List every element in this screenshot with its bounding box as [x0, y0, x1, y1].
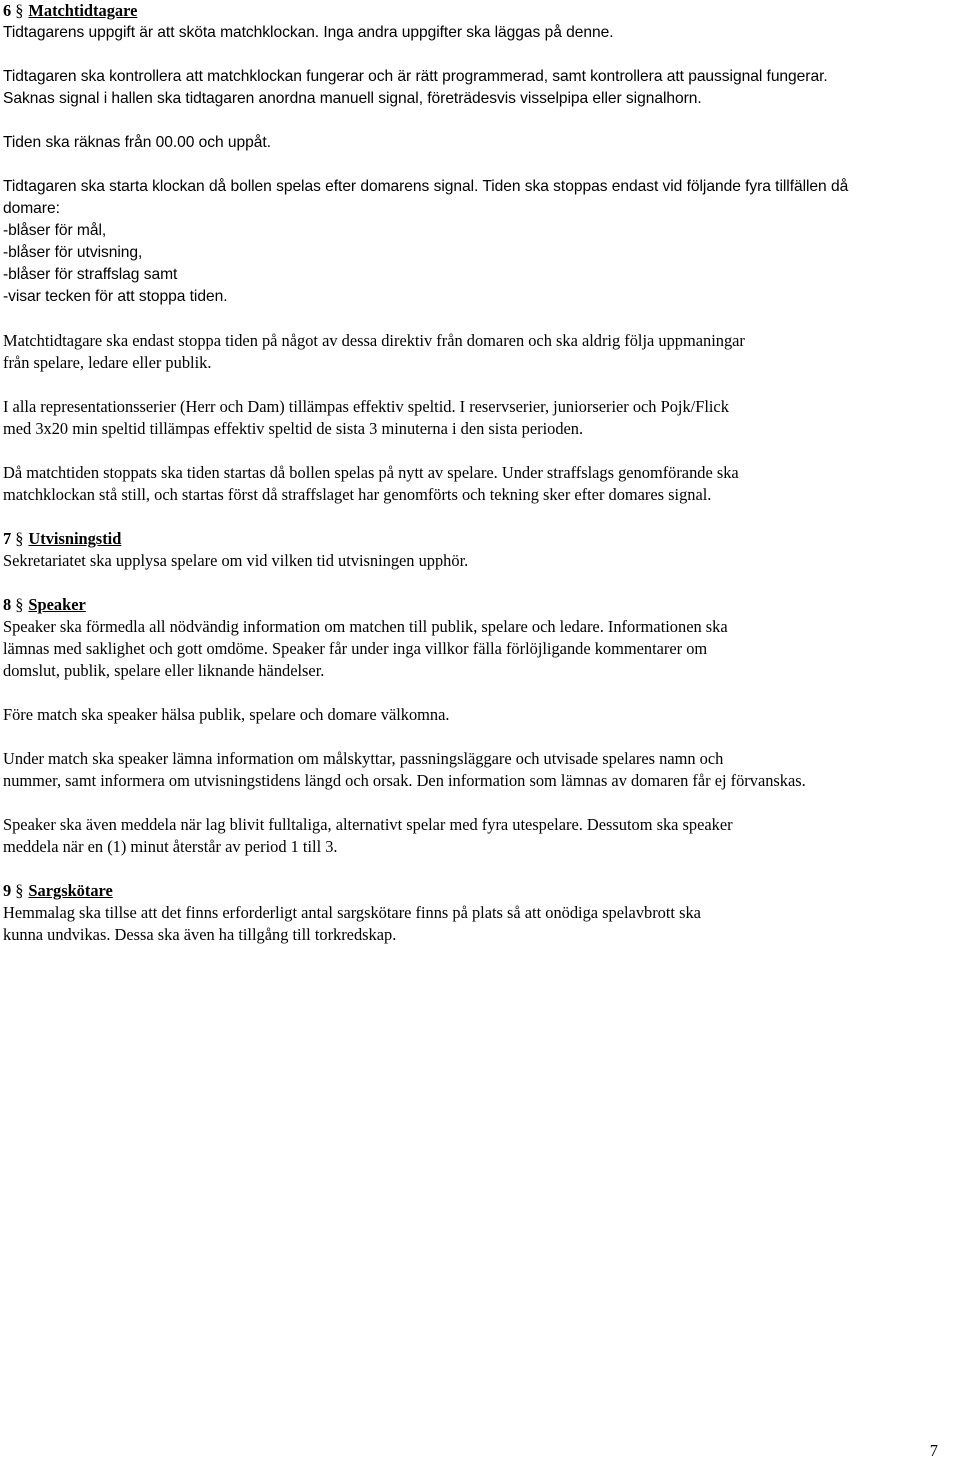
text-line: Speaker ska även meddela när lag blivit fulltaliga, alternativt spelar med fyra utespelare. Dessutom ska speaker [3, 815, 733, 834]
page-number: 7 [929, 1441, 938, 1460]
section-8 [3, 594, 958, 858]
section-heading [3, 594, 958, 616]
section-number: 8 [3, 595, 12, 614]
section-number: 9 [3, 881, 12, 900]
document-page [3, 0, 958, 946]
paragraph [3, 66, 958, 110]
section-heading [3, 880, 958, 902]
text-line: lämnas med saklighet och gott omdöme. Speaker får under inga villkor fälla förlöjligande kommentarer om [3, 639, 708, 658]
section-number: 6 [3, 1, 12, 20]
section-title: Utvisningstid [28, 529, 122, 548]
text-line: Under match ska speaker lämna information om målskyttar, passningsläggare och utvisade spelares namn och [3, 749, 724, 768]
text-line: Tiden ska räknas från 00.00 och uppåt. [3, 134, 271, 151]
paragraph [3, 616, 958, 682]
paragraph [3, 748, 958, 792]
section-heading [3, 528, 958, 550]
section-symbol: § [15, 595, 24, 614]
list-item: -blåser för mål, [3, 222, 107, 239]
section-symbol: § [15, 529, 24, 548]
text-line: Tidtagaren ska kontrollera att matchklockan fungerar och är rätt programmerad, samt kontrollera att paussignal fungerar. [3, 68, 828, 85]
text-line: nummer, samt informera om utvisningstidens längd och orsak. Den information som lämnas av domaren får ej förvanskas. [3, 771, 806, 790]
section-heading [3, 0, 958, 22]
text-line: Hemmalag ska tillse att det finns erforderligt antal sargskötare finns på plats så att onödiga spelavbrott ska [3, 903, 701, 922]
text-line: Saknas signal i hallen ska tidtagaren anordna manuell signal, företrädesvis visselpipa eller signalhorn. [3, 90, 702, 107]
text-line: Matchtidtagare ska endast stoppa tiden på något av dessa direktiv från domaren och ska aldrig följa uppmaningar [3, 331, 745, 350]
paragraph [3, 704, 958, 726]
paragraph [3, 814, 958, 858]
paragraph [3, 462, 958, 506]
paragraph [3, 902, 958, 946]
text-line: domslut, publik, spelare eller liknande händelser. [3, 661, 325, 680]
section-title: Sargskötare [28, 881, 113, 900]
section-title: Speaker [28, 595, 86, 614]
text-line: Sekretariatet ska upplysa spelare om vid vilken tid utvisningen upphör. [3, 551, 469, 570]
text-line: Speaker ska förmedla all nödvändig information om matchen till publik, spelare och ledare. Informationen ska [3, 617, 728, 636]
paragraph [3, 330, 958, 374]
text-line: Tidtagaren ska starta klockan då bollen spelas efter domarens signal. Tiden ska stoppas endast vid följande fyra tillfällen då [3, 178, 849, 195]
paragraph [3, 22, 958, 44]
text-line: matchklockan stå still, och startas först då straffslaget har genomförts och tekning sker efter domares signal. [3, 485, 712, 504]
text-line: domare: [3, 200, 60, 217]
list-item: -blåser för straffslag samt [3, 266, 178, 283]
section-7 [3, 528, 958, 572]
text-line: med 3x20 min speltid tillämpas effektiv speltid de sista 3 minuterna i den sista perioden. [3, 419, 584, 438]
paragraph [3, 176, 958, 308]
section-6 [3, 0, 958, 506]
section-number: 7 [3, 529, 12, 548]
list-item: -blåser för utvisning, [3, 244, 143, 261]
paragraph [3, 132, 958, 154]
text-line: I alla representationsserier (Herr och Dam) tillämpas effektiv speltid. I reservserier, juniorserier och Pojk/Flick [3, 397, 729, 416]
list-item: -visar tecken för att stoppa tiden. [3, 288, 228, 305]
text-line: meddela när en (1) minut återstår av period 1 till 3. [3, 837, 338, 856]
section-title: Matchtidtagare [28, 1, 138, 20]
paragraph [3, 396, 958, 440]
section-9 [3, 880, 958, 946]
text-line: Tidtagarens uppgift är att sköta matchklockan. Inga andra uppgifter ska läggas på denne. [3, 24, 614, 41]
text-line: kunna undvikas. Dessa ska även ha tillgång till torkredskap. [3, 925, 397, 944]
section-symbol: § [15, 881, 24, 900]
text-line: Då matchtiden stoppats ska tiden startas då bollen spelas på nytt av spelare. Under straffslags genomförande ska [3, 463, 739, 482]
section-symbol: § [15, 1, 24, 20]
text-line: från spelare, ledare eller publik. [3, 353, 212, 372]
paragraph [3, 550, 958, 572]
text-line: Före match ska speaker hälsa publik, spelare och domare välkomna. [3, 705, 450, 724]
